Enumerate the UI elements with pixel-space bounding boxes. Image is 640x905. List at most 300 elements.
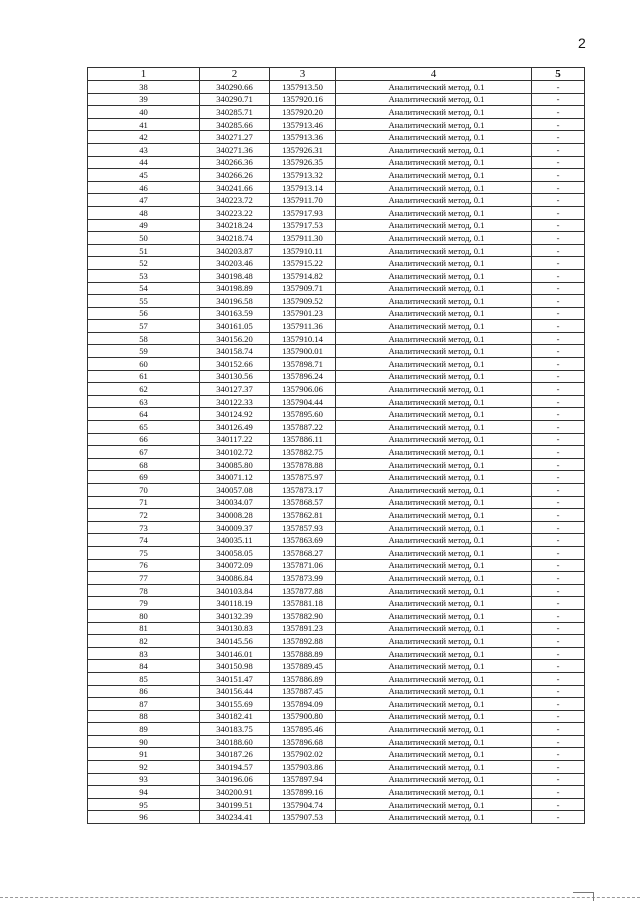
- cell-coord-x: 340126.49: [200, 421, 270, 434]
- cell-method: Аналитический метод, 0.1: [336, 521, 532, 534]
- cell-coord-y: 1357909.71: [270, 282, 336, 295]
- cell-method: Аналитический метод, 0.1: [336, 106, 532, 119]
- table-row: [88, 622, 585, 635]
- cell-coord-x: 340130.83: [200, 622, 270, 635]
- cell-point-number: 76: [88, 559, 200, 572]
- cell-note: -: [532, 622, 585, 635]
- cell-method: Аналитический метод, 0.1: [336, 194, 532, 207]
- cell-point-number: 56: [88, 307, 200, 320]
- cell-coord-x: 340290.71: [200, 93, 270, 106]
- cell-coord-x: 340203.87: [200, 244, 270, 257]
- table-row: [88, 194, 585, 207]
- cell-note: -: [532, 773, 585, 786]
- cell-coord-y: 1357920.16: [270, 93, 336, 106]
- cell-method: Аналитический метод, 0.1: [336, 370, 532, 383]
- cell-point-number: 85: [88, 672, 200, 685]
- cell-coord-y: 1357873.99: [270, 572, 336, 585]
- cell-coord-y: 1357882.90: [270, 609, 336, 622]
- cell-note: -: [532, 584, 585, 597]
- cell-point-number: 57: [88, 320, 200, 333]
- cell-coord-x: 340203.46: [200, 257, 270, 270]
- cell-coord-y: 1357906.06: [270, 383, 336, 396]
- cell-note: -: [532, 181, 585, 194]
- cell-note: -: [532, 710, 585, 723]
- cell-point-number: 43: [88, 143, 200, 156]
- cell-method: Аналитический метод, 0.1: [336, 282, 532, 295]
- cell-coord-y: 1357888.89: [270, 647, 336, 660]
- cell-coord-x: 340118.19: [200, 597, 270, 610]
- cell-point-number: 78: [88, 584, 200, 597]
- cell-coord-y: 1357902.02: [270, 748, 336, 761]
- cell-method: Аналитический метод, 0.1: [336, 307, 532, 320]
- cell-method: Аналитический метод, 0.1: [336, 383, 532, 396]
- cell-method: Аналитический метод, 0.1: [336, 559, 532, 572]
- cell-coord-y: 1357886.89: [270, 672, 336, 685]
- cell-coord-y: 1357907.53: [270, 811, 336, 824]
- cell-note: -: [532, 395, 585, 408]
- cell-coord-y: 1357920.20: [270, 106, 336, 119]
- table-row: [88, 320, 585, 333]
- cell-point-number: 48: [88, 206, 200, 219]
- cell-coord-y: 1357887.22: [270, 421, 336, 434]
- cell-note: -: [532, 345, 585, 358]
- cell-coord-y: 1357900.01: [270, 345, 336, 358]
- cell-method: Аналитический метод, 0.1: [336, 433, 532, 446]
- table-row: [88, 584, 585, 597]
- cell-coord-x: 340199.51: [200, 798, 270, 811]
- table-row: [88, 672, 585, 685]
- cell-coord-y: 1357868.57: [270, 496, 336, 509]
- cell-coord-x: 340072.09: [200, 559, 270, 572]
- cell-point-number: 62: [88, 383, 200, 396]
- cell-coord-y: 1357875.97: [270, 471, 336, 484]
- cell-note: -: [532, 194, 585, 207]
- table-row: [88, 761, 585, 774]
- table-row: [88, 332, 585, 345]
- table-row: [88, 773, 585, 786]
- cell-method: Аналитический метод, 0.1: [336, 206, 532, 219]
- cell-point-number: 81: [88, 622, 200, 635]
- cell-coord-x: 340132.39: [200, 609, 270, 622]
- cell-coord-x: 340150.98: [200, 660, 270, 673]
- cell-method: Аналитический метод, 0.1: [336, 332, 532, 345]
- cell-method: Аналитический метод, 0.1: [336, 798, 532, 811]
- cell-point-number: 61: [88, 370, 200, 383]
- cell-coord-x: 340290.66: [200, 81, 270, 94]
- cell-note: -: [532, 698, 585, 711]
- coordinates-table: [87, 67, 585, 824]
- cell-note: -: [532, 748, 585, 761]
- table-row: [88, 358, 585, 371]
- cell-point-number: 68: [88, 458, 200, 471]
- cell-point-number: 88: [88, 710, 200, 723]
- cell-method: Аналитический метод, 0.1: [336, 421, 532, 434]
- cell-point-number: 55: [88, 295, 200, 308]
- cell-note: -: [532, 169, 585, 182]
- cell-note: -: [532, 244, 585, 257]
- cell-point-number: 51: [88, 244, 200, 257]
- cell-coord-y: 1357896.68: [270, 735, 336, 748]
- cell-note: -: [532, 332, 585, 345]
- header-col-2: 2: [200, 68, 270, 81]
- cell-point-number: 82: [88, 635, 200, 648]
- cell-coord-x: 340196.58: [200, 295, 270, 308]
- cell-point-number: 44: [88, 156, 200, 169]
- cell-note: -: [532, 672, 585, 685]
- cell-note: -: [532, 320, 585, 333]
- cell-method: Аналитический метод, 0.1: [336, 635, 532, 648]
- header-col-5: 5: [532, 68, 585, 81]
- cell-coord-y: 1357897.94: [270, 773, 336, 786]
- cell-method: Аналитический метод, 0.1: [336, 698, 532, 711]
- cell-coord-y: 1357911.30: [270, 232, 336, 245]
- table-row: [88, 786, 585, 799]
- cell-method: Аналитический метод, 0.1: [336, 597, 532, 610]
- cell-note: -: [532, 546, 585, 559]
- table-row: [88, 383, 585, 396]
- cell-note: -: [532, 484, 585, 497]
- cell-coord-x: 340266.26: [200, 169, 270, 182]
- cell-method: Аналитический метод, 0.1: [336, 358, 532, 371]
- cell-coord-x: 340117.22: [200, 433, 270, 446]
- cell-coord-x: 340151.47: [200, 672, 270, 685]
- cell-method: Аналитический метод, 0.1: [336, 773, 532, 786]
- cell-method: Аналитический метод, 0.1: [336, 269, 532, 282]
- table-row: [88, 521, 585, 534]
- cell-point-number: 71: [88, 496, 200, 509]
- cell-note: -: [532, 433, 585, 446]
- cell-note: -: [532, 635, 585, 648]
- cell-note: -: [532, 257, 585, 270]
- cell-coord-x: 340152.66: [200, 358, 270, 371]
- table-row: [88, 282, 585, 295]
- cell-note: -: [532, 81, 585, 94]
- table-row: [88, 143, 585, 156]
- cell-coord-x: 340130.56: [200, 370, 270, 383]
- cell-method: Аналитический метод, 0.1: [336, 244, 532, 257]
- cell-note: -: [532, 798, 585, 811]
- cell-coord-x: 340234.41: [200, 811, 270, 824]
- footer-divider: [0, 897, 640, 898]
- table-row: [88, 118, 585, 131]
- cell-coord-y: 1357896.24: [270, 370, 336, 383]
- cell-coord-y: 1357868.27: [270, 546, 336, 559]
- cell-point-number: 72: [88, 509, 200, 522]
- cell-note: -: [532, 232, 585, 245]
- cell-coord-y: 1357895.60: [270, 408, 336, 421]
- cell-point-number: 41: [88, 118, 200, 131]
- cell-coord-x: 340194.57: [200, 761, 270, 774]
- cell-point-number: 60: [88, 358, 200, 371]
- cell-method: Аналитический метод, 0.1: [336, 572, 532, 585]
- table-row: [88, 458, 585, 471]
- table-row: [88, 106, 585, 119]
- cell-point-number: 80: [88, 609, 200, 622]
- cell-note: -: [532, 219, 585, 232]
- cell-note: -: [532, 93, 585, 106]
- cell-point-number: 47: [88, 194, 200, 207]
- table-row: [88, 206, 585, 219]
- cell-note: -: [532, 735, 585, 748]
- header-col-4: 4: [336, 68, 532, 81]
- cell-note: -: [532, 383, 585, 396]
- cell-note: -: [532, 295, 585, 308]
- cell-note: -: [532, 156, 585, 169]
- cell-coord-x: 340218.74: [200, 232, 270, 245]
- cell-point-number: 45: [88, 169, 200, 182]
- cell-coord-x: 340057.08: [200, 484, 270, 497]
- cell-note: -: [532, 307, 585, 320]
- cell-coord-y: 1357915.22: [270, 257, 336, 270]
- cell-point-number: 92: [88, 761, 200, 774]
- table-row: [88, 509, 585, 522]
- cell-note: -: [532, 647, 585, 660]
- cell-coord-y: 1357877.88: [270, 584, 336, 597]
- table-row: [88, 635, 585, 648]
- cell-point-number: 58: [88, 332, 200, 345]
- cell-point-number: 69: [88, 471, 200, 484]
- cell-method: Аналитический метод, 0.1: [336, 93, 532, 106]
- cell-coord-x: 340218.24: [200, 219, 270, 232]
- table-row: [88, 609, 585, 622]
- cell-coord-x: 340035.11: [200, 534, 270, 547]
- cell-coord-y: 1357913.46: [270, 118, 336, 131]
- cell-coord-x: 340145.56: [200, 635, 270, 648]
- cell-note: -: [532, 282, 585, 295]
- cell-note: -: [532, 408, 585, 421]
- table-row: [88, 534, 585, 547]
- cell-method: Аналитический метод, 0.1: [336, 232, 532, 245]
- cell-coord-y: 1357892.88: [270, 635, 336, 648]
- cell-point-number: 59: [88, 345, 200, 358]
- cell-point-number: 54: [88, 282, 200, 295]
- cell-coord-x: 340086.84: [200, 572, 270, 585]
- cell-coord-y: 1357914.82: [270, 269, 336, 282]
- cell-method: Аналитический метод, 0.1: [336, 458, 532, 471]
- cell-point-number: 63: [88, 395, 200, 408]
- cell-coord-y: 1357911.36: [270, 320, 336, 333]
- cell-method: Аналитический метод, 0.1: [336, 81, 532, 94]
- table-row: [88, 307, 585, 320]
- cell-coord-x: 340196.06: [200, 773, 270, 786]
- cell-note: -: [532, 421, 585, 434]
- cell-method: Аналитический метод, 0.1: [336, 169, 532, 182]
- cell-method: Аналитический метод, 0.1: [336, 219, 532, 232]
- cell-method: Аналитический метод, 0.1: [336, 446, 532, 459]
- cell-coord-y: 1357873.17: [270, 484, 336, 497]
- cell-coord-x: 340156.20: [200, 332, 270, 345]
- cell-point-number: 65: [88, 421, 200, 434]
- cell-method: Аналитический метод, 0.1: [336, 647, 532, 660]
- cell-coord-x: 340127.37: [200, 383, 270, 396]
- cell-coord-x: 340009.37: [200, 521, 270, 534]
- cell-coord-y: 1357863.69: [270, 534, 336, 547]
- table-row: [88, 660, 585, 673]
- cell-note: -: [532, 685, 585, 698]
- cell-note: -: [532, 509, 585, 522]
- cell-point-number: 79: [88, 597, 200, 610]
- cell-coord-x: 340188.60: [200, 735, 270, 748]
- table-row: [88, 257, 585, 270]
- table-row: [88, 370, 585, 383]
- cell-note: -: [532, 370, 585, 383]
- table-row: [88, 710, 585, 723]
- cell-coord-y: 1357887.45: [270, 685, 336, 698]
- cell-point-number: 84: [88, 660, 200, 673]
- cell-point-number: 95: [88, 798, 200, 811]
- cell-coord-x: 340071.12: [200, 471, 270, 484]
- cell-coord-x: 340103.84: [200, 584, 270, 597]
- table-body: [88, 81, 585, 824]
- cell-coord-x: 340266.36: [200, 156, 270, 169]
- cell-note: -: [532, 534, 585, 547]
- cell-method: Аналитический метод, 0.1: [336, 509, 532, 522]
- table-row: [88, 395, 585, 408]
- cell-point-number: 83: [88, 647, 200, 660]
- cell-coord-x: 340085.80: [200, 458, 270, 471]
- cell-point-number: 42: [88, 131, 200, 144]
- table-row: [88, 295, 585, 308]
- table-row: [88, 433, 585, 446]
- cell-note: -: [532, 572, 585, 585]
- cell-method: Аналитический метод, 0.1: [336, 735, 532, 748]
- cell-coord-y: 1357891.23: [270, 622, 336, 635]
- cell-point-number: 87: [88, 698, 200, 711]
- cell-coord-y: 1357871.06: [270, 559, 336, 572]
- header-col-3: 3: [270, 68, 336, 81]
- cell-coord-x: 340182.41: [200, 710, 270, 723]
- cell-coord-x: 340124.92: [200, 408, 270, 421]
- cell-coord-y: 1357895.46: [270, 723, 336, 736]
- cell-point-number: 39: [88, 93, 200, 106]
- table-row: [88, 572, 585, 585]
- cell-coord-y: 1357913.36: [270, 131, 336, 144]
- cell-method: Аналитический метод, 0.1: [336, 811, 532, 824]
- cell-note: -: [532, 811, 585, 824]
- cell-point-number: 90: [88, 735, 200, 748]
- cell-point-number: 74: [88, 534, 200, 547]
- table-row: [88, 169, 585, 182]
- cell-coord-y: 1357882.75: [270, 446, 336, 459]
- cell-point-number: 77: [88, 572, 200, 585]
- cell-point-number: 64: [88, 408, 200, 421]
- cell-method: Аналитический метод, 0.1: [336, 660, 532, 673]
- table-row: [88, 597, 585, 610]
- cell-coord-x: 340187.26: [200, 748, 270, 761]
- cell-method: Аналитический метод, 0.1: [336, 395, 532, 408]
- cell-note: -: [532, 118, 585, 131]
- cell-point-number: 89: [88, 723, 200, 736]
- cell-method: Аналитический метод, 0.1: [336, 295, 532, 308]
- cell-coord-y: 1357899.16: [270, 786, 336, 799]
- cell-coord-y: 1357904.74: [270, 798, 336, 811]
- cell-method: Аналитический метод, 0.1: [336, 131, 532, 144]
- cell-point-number: 49: [88, 219, 200, 232]
- table-row: [88, 811, 585, 824]
- cell-point-number: 93: [88, 773, 200, 786]
- cell-point-number: 40: [88, 106, 200, 119]
- cell-coord-y: 1357878.88: [270, 458, 336, 471]
- cell-coord-x: 340223.72: [200, 194, 270, 207]
- cell-note: -: [532, 131, 585, 144]
- table-row: [88, 408, 585, 421]
- cell-coord-x: 340146.01: [200, 647, 270, 660]
- cell-note: -: [532, 496, 585, 509]
- cell-note: -: [532, 761, 585, 774]
- table-row: [88, 269, 585, 282]
- cell-method: Аналитический метод, 0.1: [336, 609, 532, 622]
- header-col-1: 1: [88, 68, 200, 81]
- cell-coord-x: 340285.66: [200, 118, 270, 131]
- cell-coord-y: 1357911.70: [270, 194, 336, 207]
- cell-coord-y: 1357881.18: [270, 597, 336, 610]
- cell-method: Аналитический метод, 0.1: [336, 118, 532, 131]
- cell-note: -: [532, 446, 585, 459]
- cell-point-number: 52: [88, 257, 200, 270]
- footer-mark: [573, 892, 594, 901]
- cell-method: Аналитический метод, 0.1: [336, 484, 532, 497]
- cell-coord-x: 340183.75: [200, 723, 270, 736]
- table-row: [88, 232, 585, 245]
- cell-coord-y: 1357904.44: [270, 395, 336, 408]
- cell-point-number: 73: [88, 521, 200, 534]
- cell-coord-y: 1357926.31: [270, 143, 336, 156]
- cell-point-number: 67: [88, 446, 200, 459]
- cell-coord-y: 1357913.14: [270, 181, 336, 194]
- table-row: [88, 219, 585, 232]
- table-row: [88, 421, 585, 434]
- cell-coord-x: 340271.36: [200, 143, 270, 156]
- table-header-row: [88, 68, 585, 81]
- cell-method: Аналитический метод, 0.1: [336, 156, 532, 169]
- cell-method: Аналитический метод, 0.1: [336, 685, 532, 698]
- cell-point-number: 50: [88, 232, 200, 245]
- cell-method: Аналитический метод, 0.1: [336, 748, 532, 761]
- cell-method: Аналитический метод, 0.1: [336, 345, 532, 358]
- table-row: [88, 546, 585, 559]
- cell-note: -: [532, 609, 585, 622]
- cell-note: -: [532, 660, 585, 673]
- table-row: [88, 93, 585, 106]
- table-row: [88, 496, 585, 509]
- cell-method: Аналитический метод, 0.1: [336, 408, 532, 421]
- cell-point-number: 86: [88, 685, 200, 698]
- cell-coord-x: 340163.59: [200, 307, 270, 320]
- cell-note: -: [532, 597, 585, 610]
- cell-note: -: [532, 723, 585, 736]
- cell-note: -: [532, 143, 585, 156]
- cell-coord-y: 1357886.11: [270, 433, 336, 446]
- cell-method: Аналитический метод, 0.1: [336, 546, 532, 559]
- cell-coord-x: 340034.07: [200, 496, 270, 509]
- cell-note: -: [532, 206, 585, 219]
- cell-note: -: [532, 106, 585, 119]
- cell-coord-x: 340200.91: [200, 786, 270, 799]
- table-row: [88, 698, 585, 711]
- table-row: [88, 345, 585, 358]
- cell-point-number: 38: [88, 81, 200, 94]
- cell-point-number: 66: [88, 433, 200, 446]
- cell-coord-y: 1357910.14: [270, 332, 336, 345]
- cell-coord-x: 340198.89: [200, 282, 270, 295]
- cell-coord-x: 340241.66: [200, 181, 270, 194]
- cell-method: Аналитический метод, 0.1: [336, 723, 532, 736]
- cell-method: Аналитический метод, 0.1: [336, 534, 532, 547]
- table-row: [88, 484, 585, 497]
- cell-coord-x: 340285.71: [200, 106, 270, 119]
- table-row: [88, 798, 585, 811]
- cell-coord-x: 340223.22: [200, 206, 270, 219]
